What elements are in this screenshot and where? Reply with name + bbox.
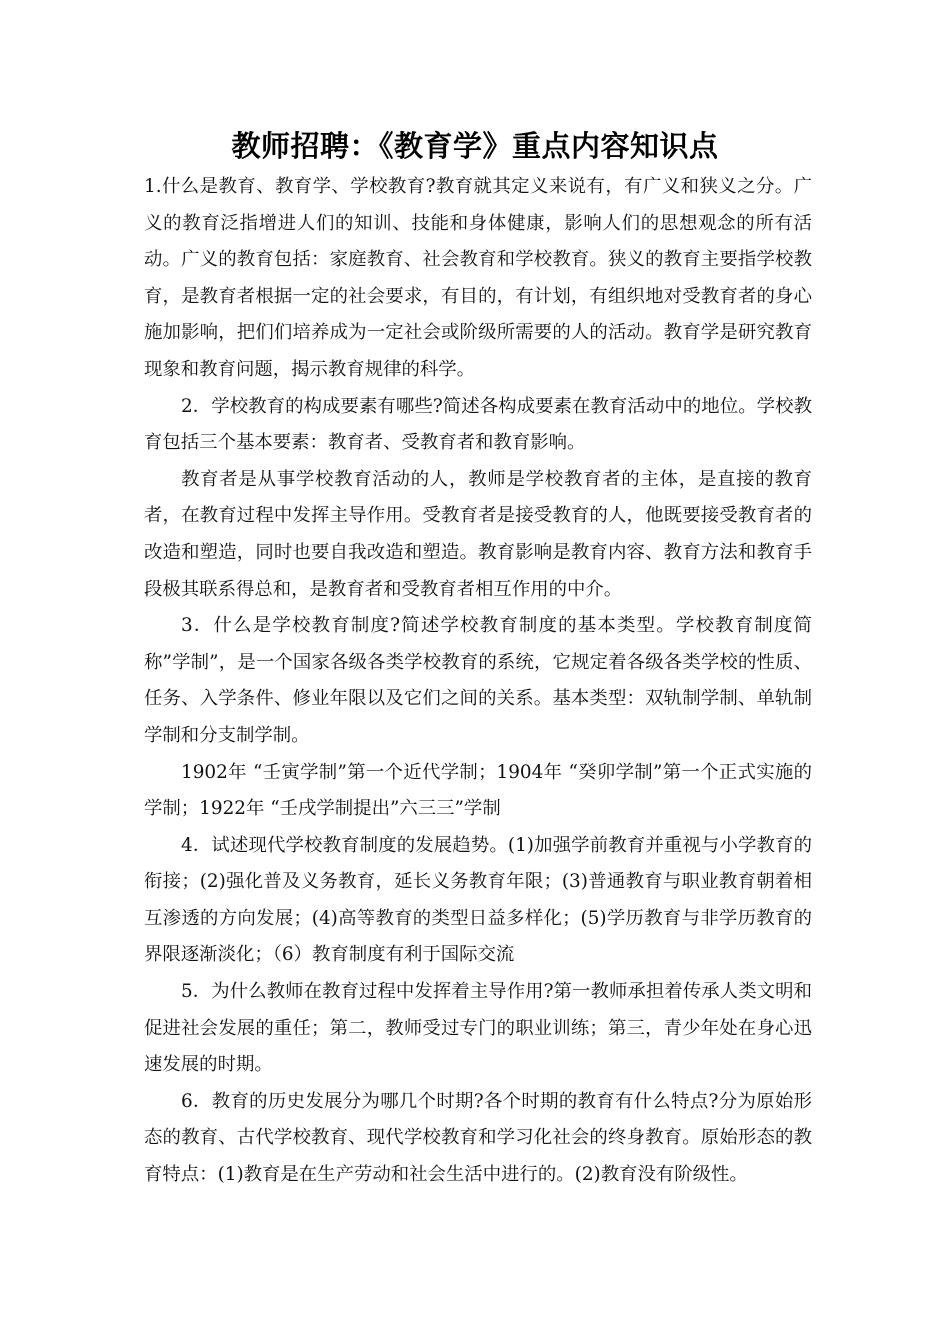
- paragraph-educator-roles: 教育者是从事学校教育活动的人，教师是学校教育者的主体，是直接的教育者，在教育过程中发挥主导作用。受教育者是接受教育的人，他既要接受教育者的改造和塑造，同时也要自我改造和塑造。教育影响是教育内容、教育方法和教育手段极其联系得总和，是教育者和受教育者相互作用的中介。: [144, 468, 812, 600]
- paragraph-5-teacher-leading-role: 5．为什么教师在教育过程中发挥着主导作用?第一教师承担着传承人类文明和促进社会发展的重任；第二，教师受过专门的职业训练；第三，青少年处在身心迅速发展的时期。: [144, 981, 812, 1076]
- paragraph-2-school-education-elements: 2．学校教育的构成要素有哪些?简述各构成要素在教育活动中的地位。学校教育包括三个基本要素：教育者、受教育者和教育影响。: [144, 395, 812, 454]
- paragraph-1-definition-of-education: 1.什么是教育、教育学、学校教育?教育就其定义来说有，有广义和狭义之分。广义的教育泛指增进人们的知训、技能和身体健康，影响人们的思想观念的所有活动。广义的教育包括：家庭教育、社会教育和学校教育。狭义的教育主要指学校教育，是教育者根据一定的社会要求，有目的，有计划，有组织地对受教育者的身心施加影响，把们们培养成为一定社会或阶级所需要的人的活动。教育学是研究教育现象和教育问题，揭示教育规律的科学。: [144, 176, 812, 380]
- document-body: [144, 169, 812, 1194]
- paragraph-historic-school-systems: 1902年 “壬寅学制”第一个近代学制；1904年 “癸卯学制”第一个正式实施的学制；1922年 “壬戌学制提出”六三三”学制: [144, 761, 812, 820]
- paragraph-6-historical-periods: 6．教育的历史发展分为哪几个时期?各个时期的教育有什么特点?分为原始形态的教育、古代学校教育、现代学校教育和学习化社会的终身教育。原始形态的教育特点：(1)教育是在生产劳动和社会生活中进行的。(2)教育没有阶级性。: [144, 1090, 812, 1186]
- document-title: 教师招聘：《教育学》重点内容知识点: [231, 129, 719, 163]
- paragraph-4-development-trends: 4．试述现代学校教育制度的发展趋势。(1)加强学前教育并重视与小学教育的衔接；(2)强化普及义务教育，延长义务教育年限；(3)普通教育与职业教育朝着相互渗透的方向发展；(4)高等教育的类型日益多样化；(5)学历教育与非学历教育的界限逐渐淡化；（6）教育制度有利于国际交流: [144, 834, 812, 966]
- paragraph-3-school-system: 3．什么是学校教育制度?简述学校教育制度的基本类型。学校教育制度简称”学制”，是一个国家各级各类学校教育的系统，它规定着各级各类学校的性质、任务、入学条件、修业年限以及它们之间的关系。基本类型：双轨制学制、单轨制学制和分支制学制。: [144, 615, 812, 746]
